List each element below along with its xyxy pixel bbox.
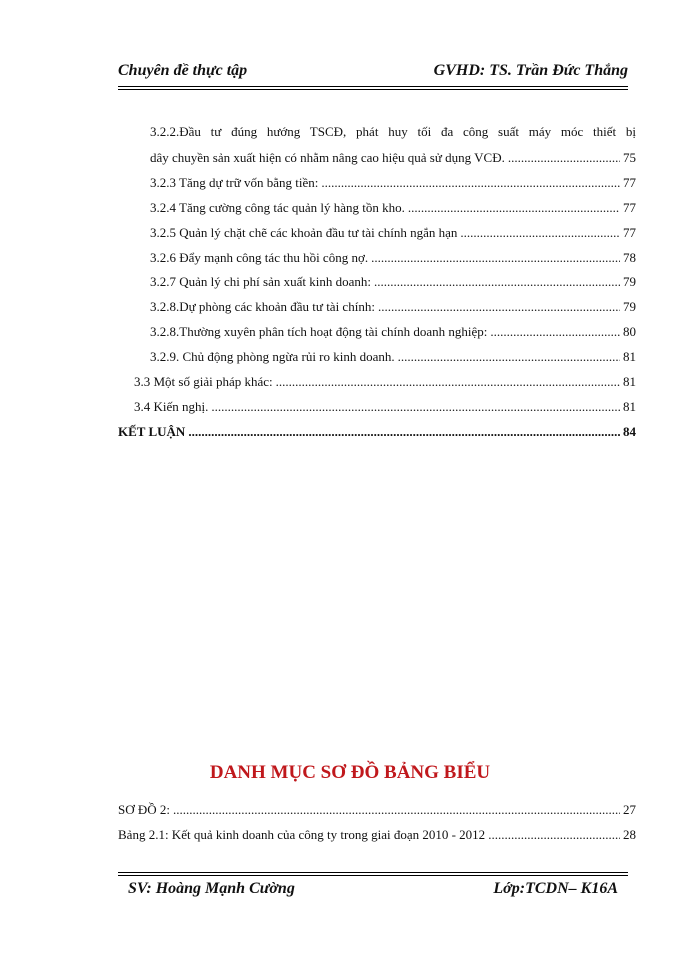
toc-item-label: 3.2.8.Thường xuyên phân tích hoạt động tài chính doanh nghiệp: [150, 324, 488, 339]
toc-item-label: 3.2.4 Tăng cường công tác quản lý hàng tồn kho. [150, 200, 405, 215]
list-item-label: Bảng 2.1: Kết quả kinh doanh của công ty trong giai đoạn 2010 - 2012 [118, 827, 486, 842]
toc-page-number: 81 [623, 374, 636, 389]
header-rule-2 [118, 89, 628, 90]
header-advisor: GVHD: TS. Trần Đức Thắng [433, 62, 628, 79]
toc-page-number: 77 [623, 225, 636, 240]
toc-page-number: 84 [623, 424, 636, 439]
list-item [118, 802, 636, 820]
toc-item-label: 3.2.8.Dự phòng các khoản đầu tư tài chính: [150, 299, 375, 314]
toc-page-number: 79 [623, 299, 636, 314]
toc-item [150, 324, 636, 342]
toc-page-number: 79 [623, 274, 636, 289]
toc-page-number: 80 [623, 324, 636, 339]
toc-item-label: 3.2.9. Chủ động phòng ngừa rủi ro kinh doanh. [150, 349, 395, 364]
header-course: Chuyên đề thực tập [118, 62, 248, 79]
toc-leader [276, 374, 620, 390]
list-page-number: 27 [623, 802, 636, 817]
list-item [118, 827, 636, 845]
list-item-label: SƠ ĐỒ 2: [118, 802, 171, 817]
toc-item [150, 175, 636, 193]
list-leader [173, 802, 620, 818]
page-header [118, 62, 628, 84]
footer-class: Lớp:TCDN– K16A [493, 880, 618, 897]
toc-leader [378, 299, 620, 315]
toc-item-label: 3.2.7 Quản lý chi phí sản xuất kinh doanh: [150, 274, 371, 289]
toc-leader [490, 324, 620, 340]
toc-item [150, 274, 636, 292]
toc-item [150, 299, 636, 317]
toc-item-label: 3.4 Kiến nghị. [134, 399, 209, 414]
toc-item-label: 3.2.5 Quản lý chặt chẽ các khoản đầu tư tài chính ngắn hạn [150, 225, 458, 240]
toc-item [150, 200, 636, 218]
toc-leader [460, 225, 620, 241]
footer-rule-2 [118, 875, 628, 876]
toc-page-number: 78 [623, 250, 636, 265]
toc-item [150, 250, 636, 268]
toc-item [150, 349, 636, 367]
header-rule [118, 86, 628, 87]
list-title: DANH MỤC SƠ ĐỒ BẢNG BIỂU [209, 762, 491, 783]
footer-student: SV: Hoàng Mạnh Cường [128, 880, 295, 897]
footer-rule [118, 872, 628, 873]
toc-item-label: 3.2.6 Đẩy mạnh công tác thu hồi công nợ. [150, 250, 369, 265]
toc-leader [211, 399, 620, 415]
toc-item-322 [150, 150, 636, 168]
toc-leader [321, 175, 620, 191]
toc-item-conclusion [118, 424, 636, 442]
toc-page-number: 81 [623, 349, 636, 364]
toc-item [134, 399, 636, 417]
toc-leader [371, 250, 620, 266]
toc-item-label: KẾT LUẬN [118, 424, 186, 439]
toc-leader [398, 349, 620, 365]
toc-item-label: 3.2.3 Tăng dự trữ vốn bằng tiền: [150, 175, 319, 190]
toc-page-number: 81 [623, 399, 636, 414]
toc-leader [408, 200, 620, 216]
toc-item-label: dây chuyền sản xuất hiện có nhằm nâng cao hiệu quả sử dụng VCĐ. [150, 150, 505, 165]
toc-item [150, 225, 636, 243]
toc-item-322-line1: 3.2.2.Đầu tư đúng hướng TSCĐ, phát huy tối đa công suất máy móc thiết bị [150, 124, 636, 139]
toc-page-number: 77 [623, 200, 636, 215]
toc-page-number: 75 [623, 150, 636, 165]
toc-item [134, 374, 636, 392]
toc-leader [188, 424, 620, 440]
toc-leader [508, 150, 620, 166]
list-leader [488, 827, 620, 843]
toc-item-label: 3.3 Một số giải pháp khác: [134, 374, 273, 389]
toc-page-number: 77 [623, 175, 636, 190]
page-footer [118, 880, 628, 902]
toc-leader [374, 274, 620, 290]
list-page-number: 28 [623, 827, 636, 842]
